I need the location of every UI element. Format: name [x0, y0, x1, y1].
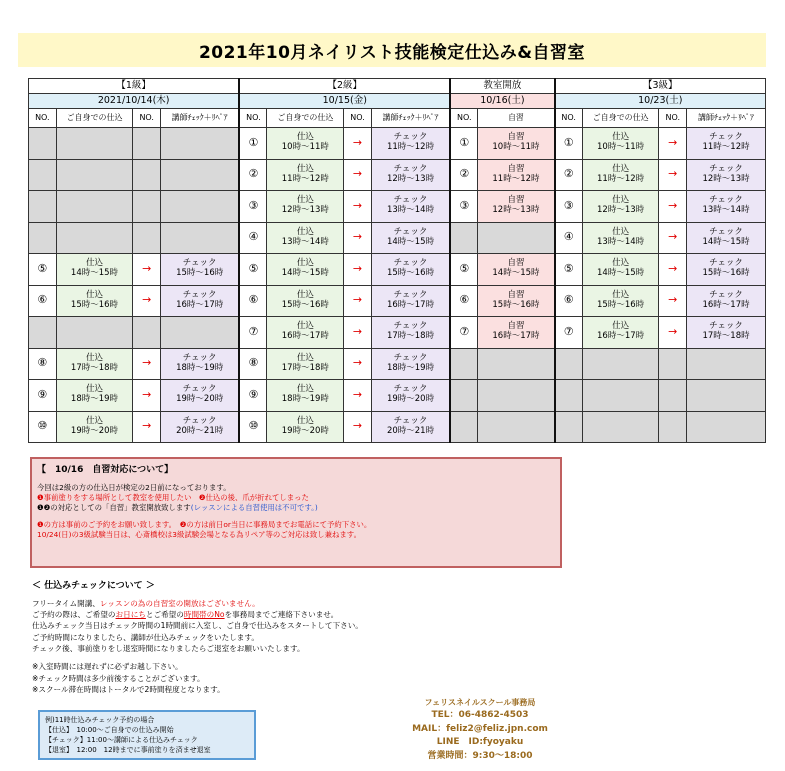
slot-number: ② — [450, 159, 478, 191]
arrow-icon: → — [659, 128, 687, 160]
check-slot[interactable]: チェック 11時～12時 — [371, 128, 450, 160]
empty-slot — [555, 348, 583, 380]
prep-slot[interactable]: 仕込 17時～18時 — [56, 348, 133, 380]
empty-slot — [161, 317, 240, 349]
prep-slot[interactable]: 仕込 15時～16時 — [582, 285, 659, 317]
empty-slot — [450, 380, 478, 412]
check-slot[interactable]: チェック 16時～17時 — [687, 285, 766, 317]
date-2kyu: 10/15(金) — [239, 94, 450, 109]
arrow-icon: → — [344, 348, 372, 380]
col-no: NO. — [450, 109, 478, 128]
empty-slot — [29, 222, 57, 254]
self-study-slot[interactable]: 自習 10時～11時 — [478, 128, 555, 160]
group-2kyu: 【2級】 — [239, 79, 450, 94]
prep-slot[interactable]: 仕込 18時～19時 — [56, 380, 133, 412]
contact-mail[interactable]: MAIL：feliz2@feliz.jpn.com — [412, 723, 548, 734]
empty-slot — [478, 380, 555, 412]
check-slot[interactable]: チェック 14時～15時 — [687, 222, 766, 254]
col-self-study: 自習 — [478, 109, 555, 128]
slot-number: ④ — [239, 222, 267, 254]
check-slot[interactable]: チェック 13時～14時 — [371, 191, 450, 223]
prep-slot[interactable]: 仕込 13時～14時 — [582, 222, 659, 254]
empty-slot — [56, 128, 133, 160]
check-slot[interactable]: チェック 18時～19時 — [161, 348, 240, 380]
check-slot[interactable]: チェック 11時～12時 — [687, 128, 766, 160]
page-title-text: 2021年10月ネイリスト技能検定仕込み&自習室 — [198, 42, 586, 63]
self-study-slot[interactable]: 自習 14時～15時 — [478, 254, 555, 286]
prep-slot[interactable]: 仕込 14時～15時 — [56, 254, 133, 286]
info-spacer — [32, 654, 532, 661]
empty-slot — [56, 222, 133, 254]
info-note: ※入室時間には遅れずに必ずお越し下さい。 — [32, 662, 183, 672]
page-title — [18, 33, 766, 67]
date-open-class: 10/16(土) — [450, 94, 554, 109]
empty-slot — [659, 348, 687, 380]
empty-slot — [478, 348, 555, 380]
date-header-row — [29, 94, 766, 109]
prep-slot[interactable]: 仕込 12時～13時 — [267, 191, 344, 223]
empty-slot — [161, 159, 240, 191]
prep-slot[interactable]: 仕込 10時～11時 — [267, 128, 344, 160]
empty-slot — [161, 128, 240, 160]
slot-number: ⑦ — [450, 317, 478, 349]
schedule-row — [29, 128, 766, 160]
check-slot[interactable]: チェック 17時～18時 — [371, 317, 450, 349]
empty-slot — [582, 380, 659, 412]
check-slot[interactable]: チェック 15時～16時 — [687, 254, 766, 286]
arrow-icon: → — [659, 285, 687, 317]
info-line: ご予約時間になりましたら、講師が仕込みチェックをいたします。 — [32, 632, 259, 642]
col-no: NO. — [344, 109, 372, 128]
empty-slot — [133, 222, 161, 254]
slot-number: ⑤ — [239, 254, 267, 286]
self-study-notice — [30, 457, 562, 568]
slot-number: ⑥ — [239, 285, 267, 317]
example-line: 【仕込】 10:00～ご自身での仕込み開始 — [45, 726, 174, 735]
group-1kyu: 【1級】 — [29, 79, 240, 94]
empty-slot — [29, 317, 57, 349]
notice-line-text: ❶❷の対応としての「自習」教室開放致します — [37, 502, 191, 512]
check-slot[interactable]: チェック 16時～17時 — [161, 285, 240, 317]
check-slot[interactable]: チェック 15時～16時 — [161, 254, 240, 286]
empty-slot — [133, 317, 161, 349]
check-slot[interactable]: チェック 16時～17時 — [371, 285, 450, 317]
arrow-icon: → — [659, 191, 687, 223]
empty-slot — [555, 411, 583, 443]
slot-number: ③ — [555, 191, 583, 223]
notice-line — [37, 503, 555, 513]
check-slot[interactable]: チェック 20時～21時 — [161, 411, 240, 443]
info-note: ※スクール滞在時間はトータルで2時間程度となります。 — [32, 685, 225, 695]
empty-slot — [29, 159, 57, 191]
schedule-row — [29, 380, 766, 412]
arrow-icon: → — [133, 285, 161, 317]
slot-number: ④ — [555, 222, 583, 254]
arrow-icon: → — [344, 411, 372, 443]
info-text: フリータイム開講、 — [32, 598, 100, 608]
info-line — [32, 598, 532, 609]
group-open-class: 教室開放 — [450, 79, 554, 94]
empty-slot — [133, 128, 161, 160]
arrow-icon: → — [344, 191, 372, 223]
self-study-slot[interactable]: 自習 16時～17時 — [478, 317, 555, 349]
arrow-icon: → — [133, 254, 161, 286]
empty-slot — [687, 348, 766, 380]
slot-number: ⑦ — [239, 317, 267, 349]
example-line: 【チェック】11:00～講師による仕込みチェック — [45, 736, 198, 745]
slot-number: ⑤ — [555, 254, 583, 286]
empty-slot — [687, 411, 766, 443]
empty-slot — [29, 128, 57, 160]
empty-slot — [582, 411, 659, 443]
empty-slot — [133, 159, 161, 191]
slot-number: ③ — [239, 191, 267, 223]
date-3kyu: 10/23(土) — [555, 94, 766, 109]
col-check: 講師ﾁｪｯｸ＋ﾘﾍﾟｱ — [687, 109, 766, 128]
slot-number: ⑧ — [29, 348, 57, 380]
prep-slot[interactable]: 仕込 19時～20時 — [56, 411, 133, 443]
contact-block — [395, 697, 565, 763]
col-check: 講師ﾁｪｯｸ＋ﾘﾍﾟｱ — [371, 109, 450, 128]
schedule-row — [29, 191, 766, 223]
col-check: 講師ﾁｪｯｸ＋ﾘﾍﾟｱ — [161, 109, 240, 128]
group-3kyu: 【3級】 — [555, 79, 766, 94]
arrow-icon: → — [344, 254, 372, 286]
slot-number: ⑧ — [239, 348, 267, 380]
check-slot[interactable]: チェック 12時～13時 — [371, 159, 450, 191]
info-text-highlight: 時間帯のNo — [183, 609, 225, 619]
example-heading: 例)11時仕込みチェック予約の場合 — [45, 716, 155, 724]
arrow-icon: → — [344, 222, 372, 254]
arrow-icon: → — [344, 128, 372, 160]
slot-number: ① — [239, 128, 267, 160]
info-line: チェック後、事前塗りをし退室時間になりましたらご退室をお願いいたします。 — [32, 644, 305, 654]
business-hours: 営業時間：9:30～18:00 — [427, 750, 533, 761]
prep-slot[interactable]: 仕込 12時～13時 — [582, 191, 659, 223]
slot-number: ⑥ — [555, 285, 583, 317]
schedule-row — [29, 411, 766, 443]
arrow-icon: → — [133, 411, 161, 443]
arrow-icon: → — [344, 159, 372, 191]
self-study-slot[interactable]: 自習 11時～12時 — [478, 159, 555, 191]
empty-slot — [582, 348, 659, 380]
empty-slot — [555, 380, 583, 412]
col-no: NO. — [133, 109, 161, 128]
slot-number: ⑤ — [29, 254, 57, 286]
check-info-heading: ＜ 仕込みチェックについて ＞ — [32, 581, 155, 591]
arrow-icon: → — [659, 222, 687, 254]
schedule-row — [29, 285, 766, 317]
self-study-slot[interactable]: 自習 15時～16時 — [478, 285, 555, 317]
check-info-section — [32, 580, 532, 696]
schedule-row — [29, 254, 766, 286]
contact-line-id[interactable]: LINE ID:fyoyaku — [436, 737, 524, 747]
schedule-table — [28, 78, 766, 443]
info-line — [32, 609, 532, 620]
arrow-icon: → — [344, 285, 372, 317]
slot-number: ⑩ — [29, 411, 57, 443]
info-text-highlight: レッスンの為の自習室の開放はございません。 — [99, 598, 260, 608]
empty-slot — [478, 411, 555, 443]
group-header-row — [29, 79, 766, 94]
check-slot[interactable]: チェック 17時～18時 — [687, 317, 766, 349]
empty-slot — [161, 222, 240, 254]
column-header-row — [29, 109, 766, 128]
prep-slot[interactable]: 仕込 16時～17時 — [267, 317, 344, 349]
schedule-row — [29, 317, 766, 349]
arrow-icon: → — [659, 159, 687, 191]
prep-slot[interactable]: 仕込 19時～20時 — [267, 411, 344, 443]
col-prep: ご自身での仕込 — [582, 109, 659, 128]
check-slot[interactable]: チェック 20時～21時 — [371, 411, 450, 443]
empty-slot — [133, 191, 161, 223]
empty-slot — [687, 380, 766, 412]
notice-line: 10/24(日)の3級試験当日は、心斎橋校は3級試験会場となる為リペア等のご対応は致し兼ねます。 — [37, 529, 361, 539]
slot-number: ⑤ — [450, 254, 478, 286]
slot-number: ⑦ — [555, 317, 583, 349]
prep-slot[interactable]: 仕込 18時～19時 — [267, 380, 344, 412]
empty-slot — [29, 191, 57, 223]
slot-number: ⑥ — [450, 285, 478, 317]
empty-slot — [56, 159, 133, 191]
check-slot[interactable]: チェック 18時～19時 — [371, 348, 450, 380]
date-1kyu: 2021/10/14(木) — [29, 94, 240, 109]
prep-slot[interactable]: 仕込 15時～16時 — [267, 285, 344, 317]
empty-slot — [659, 411, 687, 443]
empty-slot — [450, 411, 478, 443]
col-no: NO. — [659, 109, 687, 128]
prep-slot[interactable]: 仕込 17時～18時 — [267, 348, 344, 380]
schedule-row — [29, 222, 766, 254]
check-slot[interactable]: チェック 19時～20時 — [371, 380, 450, 412]
prep-slot[interactable]: 仕込 15時～16時 — [56, 285, 133, 317]
notice-line: ❶事前塗りをする場所として教室を使用したい ❷仕込の後、爪が折れてしまった — [37, 492, 309, 502]
prep-slot[interactable]: 仕込 16時～17時 — [582, 317, 659, 349]
arrow-icon: → — [133, 348, 161, 380]
prep-slot[interactable]: 仕込 14時～15時 — [267, 254, 344, 286]
slot-number: ② — [555, 159, 583, 191]
info-line: 仕込みチェック当日はチェック時間の1時間前に入室し、ご自身で仕込みをスタートして下さい。 — [32, 621, 363, 631]
slot-number: ⑥ — [29, 285, 57, 317]
slot-number: ② — [239, 159, 267, 191]
arrow-icon: → — [133, 380, 161, 412]
notice-line: 今回は2級の方の仕込日が検定の2日前になっております。 — [37, 483, 231, 492]
arrow-icon: → — [344, 317, 372, 349]
schedule-row — [29, 348, 766, 380]
col-prep: ご自身での仕込 — [267, 109, 344, 128]
slot-number: ③ — [450, 191, 478, 223]
prep-slot[interactable]: 仕込 11時～12時 — [582, 159, 659, 191]
notice-spacer — [37, 513, 555, 520]
prep-slot[interactable]: 仕込 10時～11時 — [582, 128, 659, 160]
info-text: とご希望の — [145, 609, 184, 619]
check-slot[interactable]: チェック 19時～20時 — [161, 380, 240, 412]
info-text: ご予約の際は、ご希望の — [32, 609, 116, 619]
schedule-body — [29, 128, 766, 443]
col-no: NO. — [555, 109, 583, 128]
prep-slot[interactable]: 仕込 13時～14時 — [267, 222, 344, 254]
notice-heading: 【 10/16 自習対応について】 — [37, 465, 174, 475]
slot-number: ① — [555, 128, 583, 160]
col-no: NO. — [239, 109, 267, 128]
empty-slot — [450, 222, 478, 254]
col-prep: ご自身での仕込 — [56, 109, 133, 128]
example-line: 【退室】 12:00 12時までに事前塗りを済ませ退室 — [45, 746, 211, 755]
arrow-icon: → — [659, 317, 687, 349]
empty-slot — [450, 348, 478, 380]
col-no: NO. — [29, 109, 57, 128]
contact-tel[interactable]: TEL：06-4862-4503 — [431, 710, 529, 720]
slot-number: ① — [450, 128, 478, 160]
info-note: ※チェック時間は多少前後することがございます。 — [32, 673, 205, 683]
arrow-icon: → — [344, 380, 372, 412]
check-slot[interactable]: チェック 12時～13時 — [687, 159, 766, 191]
prep-slot[interactable]: 仕込 14時～15時 — [582, 254, 659, 286]
check-slot[interactable]: チェック 14時～15時 — [371, 222, 450, 254]
info-text-highlight: お日にち — [115, 609, 146, 619]
self-study-slot[interactable]: 自習 12時～13時 — [478, 191, 555, 223]
prep-slot[interactable]: 仕込 11時～12時 — [267, 159, 344, 191]
schedule-row — [29, 159, 766, 191]
notice-line: ❶の方は事前のご予約をお願い致します。 ❷の方は前日or当日に事務局までお電話にて予約下さい。 — [37, 519, 372, 529]
slot-number: ⑨ — [29, 380, 57, 412]
arrow-icon: → — [659, 254, 687, 286]
office-name: フェリスネイルスクール事務局 — [424, 698, 536, 707]
empty-slot — [56, 317, 133, 349]
slot-number: ⑩ — [239, 411, 267, 443]
notice-line-note: (レッスンによる自習使用は不可です。) — [190, 502, 318, 512]
empty-slot — [478, 222, 555, 254]
slot-number: ⑨ — [239, 380, 267, 412]
empty-slot — [56, 191, 133, 223]
check-slot[interactable]: チェック 15時～16時 — [371, 254, 450, 286]
check-slot[interactable]: チェック 13時～14時 — [687, 191, 766, 223]
example-box — [38, 710, 256, 760]
empty-slot — [161, 191, 240, 223]
empty-slot — [659, 380, 687, 412]
info-text: を事務局までご連絡下さいませ。 — [224, 609, 339, 619]
